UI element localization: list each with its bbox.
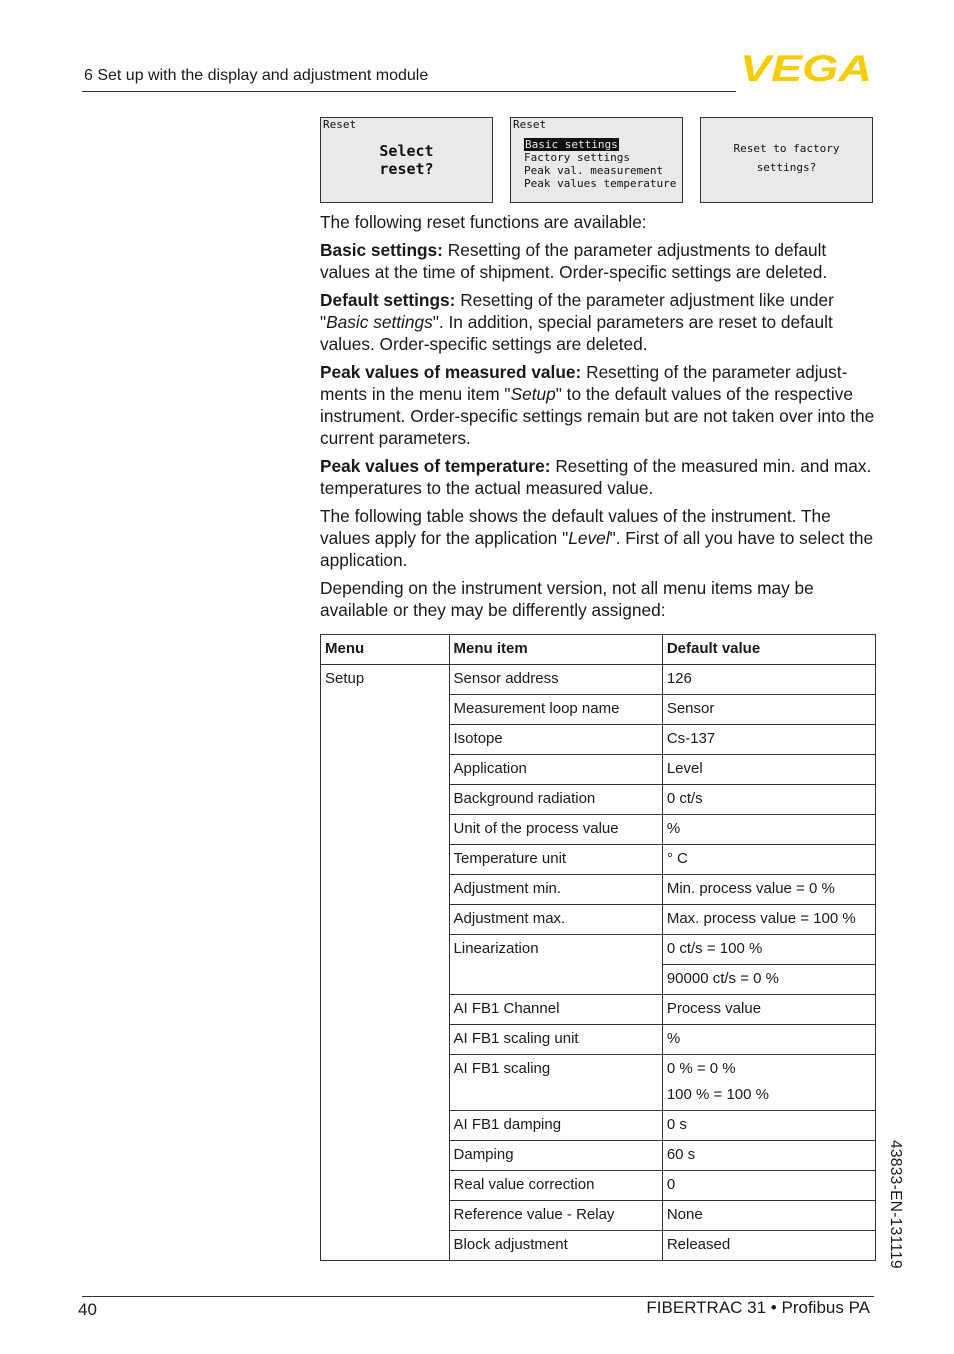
display-menu-item: Peak values temperature — [524, 177, 677, 190]
term-label: Basic settings: — [320, 240, 443, 261]
table-header-row — [321, 635, 876, 665]
menu-item-cell: Adjustment min. — [449, 875, 662, 905]
paragraph-basic-settings — [320, 240, 880, 284]
default-value-cell: None — [662, 1201, 875, 1231]
default-value-cell: 0 s — [662, 1111, 875, 1141]
menu-item-cell: Adjustment max. — [449, 905, 662, 935]
footer-divider — [82, 1296, 874, 1297]
paragraph-italic: Basic settings — [326, 312, 433, 333]
menu-item-cell: AI FB1 damping — [449, 1111, 662, 1141]
body-text — [320, 212, 880, 628]
default-value-cell: 0 ct/s — [662, 785, 875, 815]
page-number: 40 — [78, 1300, 97, 1319]
display-menu-item-selected: Basic settings — [525, 138, 618, 151]
default-values-table — [320, 634, 876, 1261]
default-value-cell: 0 ct/s = 100 % — [662, 935, 875, 965]
paragraph-table-intro — [320, 506, 880, 572]
logo-text: VEGA — [740, 52, 872, 84]
paragraph-text: ". In addition, special parameters are reset to default values. Order-specific settings are deleted. — [320, 312, 833, 355]
display-confirm-reset — [700, 117, 873, 203]
default-value-cell: 90000 ct/s = 0 % — [662, 965, 875, 995]
paragraph-text: " to the default values of the respective instrument. Order-specific settings remain but are not taken over into the current parameters. — [320, 384, 875, 449]
term-label: Peak values of temperature: — [320, 456, 551, 477]
paragraph-italic: Level — [568, 528, 610, 549]
menu-item-cell: Background radiation — [449, 785, 662, 815]
menu-item-cell: Block adjustment — [449, 1231, 662, 1261]
display-line: reset? — [379, 160, 434, 178]
paragraph-text: Resetting of the parameter adjustment like under " — [320, 290, 834, 333]
default-value-cell: Level — [662, 755, 875, 785]
paragraph-text: The following table shows the default values of the instrument. The values apply for the application " — [320, 506, 831, 549]
column-header: Default value — [662, 635, 875, 665]
document-code: 43833-EN-131119 — [887, 1140, 904, 1269]
default-value-line: 0 % = 0 % — [666, 1060, 736, 1077]
menu-item-cell: Application — [449, 755, 662, 785]
default-value-cell: 0 — [662, 1171, 875, 1201]
header-divider — [82, 91, 736, 92]
menu-item-cell: Temperature unit — [449, 845, 662, 875]
section-header: 6 Set up with the display and adjustment module — [84, 67, 429, 84]
document-title: FIBERTRAC 31 • Profibus PA — [646, 1298, 870, 1317]
menu-item-cell: Real value correction — [449, 1171, 662, 1201]
column-header: Menu item — [449, 635, 662, 665]
paragraph-default-settings — [320, 290, 880, 356]
default-value-line: 100 % = 100 % — [666, 1086, 769, 1103]
default-value-cell: Max. process value = 100 % — [662, 905, 875, 935]
display-line: Select — [379, 142, 434, 160]
default-value-cell: Process value — [662, 995, 875, 1025]
display-title: Reset — [513, 118, 547, 131]
menu-item-cell: Linearization — [449, 935, 662, 995]
default-value-cell: % — [662, 815, 875, 845]
paragraph-text: ". First of all you have to select the application. — [320, 528, 874, 571]
menu-cell: Setup — [321, 665, 450, 1261]
menu-item-cell: AI FB1 Channel — [449, 995, 662, 1025]
table-row — [321, 665, 876, 695]
default-value-cell — [662, 1055, 875, 1111]
menu-item-cell: Measurement loop name — [449, 695, 662, 725]
vega-logo — [740, 52, 874, 84]
paragraph-note: Depending on the instrument version, not all menu items may be available or they may be differently assigned: — [320, 578, 814, 621]
menu-item-cell: Damping — [449, 1141, 662, 1171]
default-value-cell: % — [662, 1025, 875, 1055]
default-value-cell: Min. process value = 0 % — [662, 875, 875, 905]
default-value-cell: 126 — [662, 665, 875, 695]
term-label: Default settings: — [320, 290, 456, 311]
menu-item-cell: AI FB1 scaling — [449, 1055, 662, 1111]
display-reset-menu — [510, 117, 683, 203]
paragraph-text: Resetting of the measured min. and max. temperatures to the actual measured value. — [320, 456, 872, 499]
column-header: Menu — [321, 635, 450, 665]
display-title: Reset — [323, 118, 357, 131]
paragraph-intro: The following reset functions are available: — [320, 212, 647, 232]
term-label: Peak values of measured value: — [320, 362, 582, 383]
default-value-cell: Cs-137 — [662, 725, 875, 755]
default-value-cell: ° C — [662, 845, 875, 875]
paragraph-peak-temperature — [320, 456, 880, 500]
paragraph-text: Resetting of the parameter adjust-ments in the menu item " — [320, 362, 848, 405]
display-line: Reset to factory — [733, 142, 840, 155]
paragraph-italic: Setup — [510, 384, 556, 405]
display-menu-item: Peak val. measurement — [524, 164, 664, 177]
menu-item-cell: Unit of the process value — [449, 815, 662, 845]
menu-item-cell: Isotope — [449, 725, 662, 755]
display-menu-item: Factory settings — [524, 151, 630, 164]
default-value-cell: Sensor — [662, 695, 875, 725]
paragraph-peak-measured — [320, 362, 880, 450]
menu-item-cell: AI FB1 scaling unit — [449, 1025, 662, 1055]
menu-item-cell: Reference value - Relay — [449, 1201, 662, 1231]
paragraph-text: Resetting of the parameter adjustments to default values at the time of shipment. Order-specific settings are deleted. — [320, 240, 828, 283]
default-value-cell: Released — [662, 1231, 875, 1261]
default-value-cell: 60 s — [662, 1141, 875, 1171]
menu-item-cell: Sensor address — [449, 665, 662, 695]
display-line: settings? — [756, 161, 817, 174]
display-select-reset — [320, 117, 493, 203]
